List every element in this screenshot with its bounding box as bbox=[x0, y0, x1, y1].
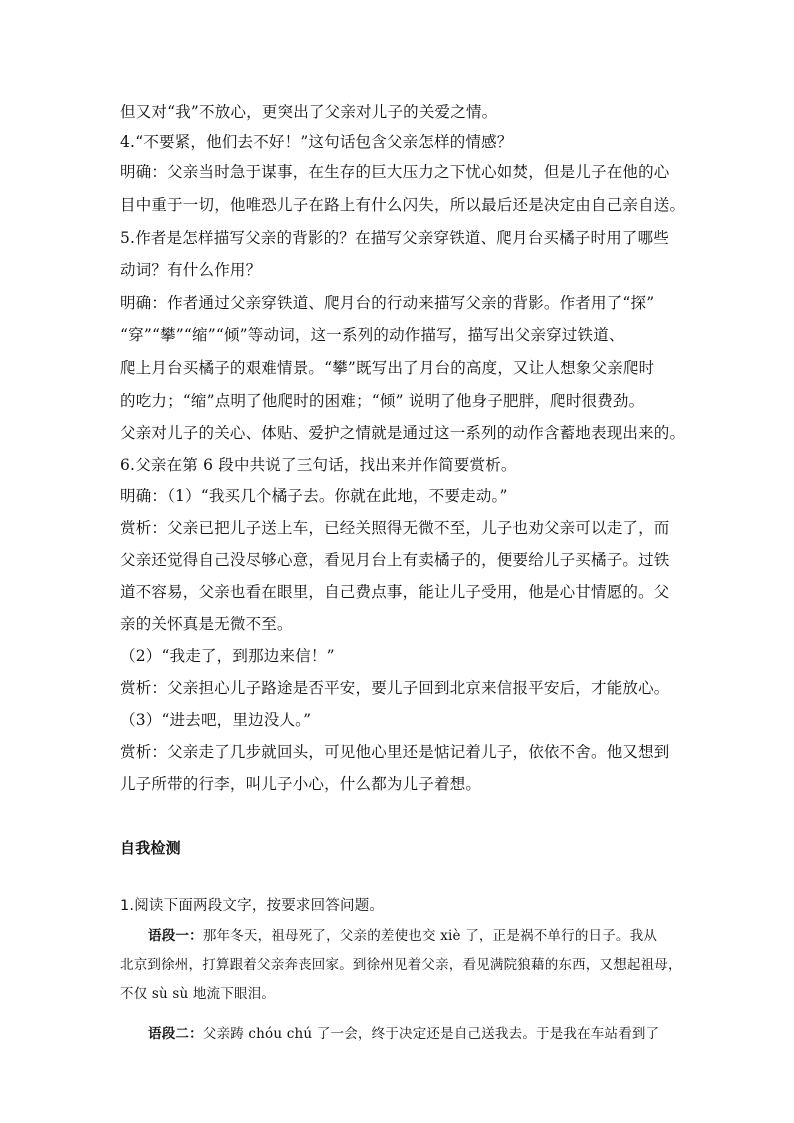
passage-text: 不仅 sù sù 地流下眼泪。 bbox=[120, 986, 276, 1002]
text-line: 6.父亲在第 6 段中共说了三句话，找出来并作简要赏析。 bbox=[120, 456, 517, 474]
passage-one bbox=[148, 925, 657, 947]
text-line: 明确：父亲当时急于谋事，在生存的巨大压力之下忧心如焚，但是儿子在他的心 bbox=[120, 163, 670, 181]
passage-text: 那年冬天，祖母死了，父亲的差使也交 xiè 了，正是祸不单行的日子。我从 bbox=[202, 928, 658, 944]
text-line: 爬上月台买橘子的艰难情景。“攀”既写出了月台的高度，又让人想象父亲爬时 bbox=[120, 359, 655, 377]
text-line: 的吃力；“缩”点明了他爬时的困难；“倾” 说明了他身子肥胖，爬时很费劲。 bbox=[120, 392, 645, 410]
question-text: 1.阅读下面两段文字，按要求回答问题。 bbox=[120, 898, 385, 914]
text-line: 但又对“我”不放心，更突出了父亲对儿子的关爱之情。 bbox=[120, 103, 498, 121]
text-line: 父亲还觉得自己没尽够心意，看见月台上有卖橘子的，便要给儿子买橘子。过铁 bbox=[120, 551, 670, 569]
passage-label: 语段一： bbox=[148, 928, 203, 944]
text-line: “穿”“攀”“缩”“倾”等动词，这一系列的动作描写，描写出父亲穿过铁道、 bbox=[120, 326, 625, 344]
text-line: 赏析：父亲担心儿子路途是否平安，要儿子回到北京来信报平安后，才能放心。 bbox=[120, 679, 670, 697]
text-line: 4.“不要紧，他们去不好！”这句话包含父亲怎样的情感？ bbox=[120, 133, 513, 151]
text-line: 明确：（1）“我买几个橘子去。你就在此地，不要走动。” bbox=[120, 487, 508, 505]
text-line: 赏析：父亲走了几步就回头，可见他心里还是惦记着儿子，依依不舍。他又想到 bbox=[120, 743, 670, 761]
passage-text: 北京到徐州，打算跟着父亲奔丧回家。到徐州见着父亲，看见满院狼藉的东西，又想起祖母， bbox=[120, 957, 682, 973]
text-line: （2）“我走了，到那边来信！” bbox=[120, 647, 335, 665]
text-line: 父亲对儿子的关心、体贴、爱护之情就是通过这一系列的动作含蓄地表现出来的。 bbox=[120, 424, 686, 442]
text-line: 明确：作者通过父亲穿铁道、爬月台的行动来描写父亲的背影。作者用了“探” bbox=[120, 294, 655, 312]
passage-two bbox=[148, 1023, 659, 1045]
text-line: 儿子所带的行李，叫儿子小心，什么都为儿子着想。 bbox=[120, 775, 482, 793]
passage-text: 父亲踌 chóu chú 了一会，终于决定还是自己送我去。于是我在车站看到了 bbox=[202, 1026, 660, 1042]
text-line: 目中重于一切，他唯恐儿子在路上有什么闪失，所以最后还是决定由自己亲自送。 bbox=[120, 196, 686, 214]
text-line: 5.作者是怎样描写父亲的背影的？在描写父亲穿铁道、爬月台买橘子时用了哪些 bbox=[120, 229, 669, 247]
text-line: 赏析：父亲已把儿子送上车，已经关照得无微不至，儿子也劝父亲可以走了，而 bbox=[120, 519, 670, 537]
text-line: 亲的关怀真是无微不至。 bbox=[120, 615, 293, 633]
section-title: 自我检测 bbox=[120, 839, 181, 857]
text-line: 动词？有什么作用？ bbox=[120, 261, 262, 279]
text-line: （3）“进去吧，里边没人。” bbox=[120, 711, 312, 729]
text-line: 道不容易，父亲也看在眼里，自己费点事，能让儿子受用，他是心甘情愿的。父 bbox=[120, 583, 670, 601]
passage-label: 语段二： bbox=[148, 1026, 203, 1042]
